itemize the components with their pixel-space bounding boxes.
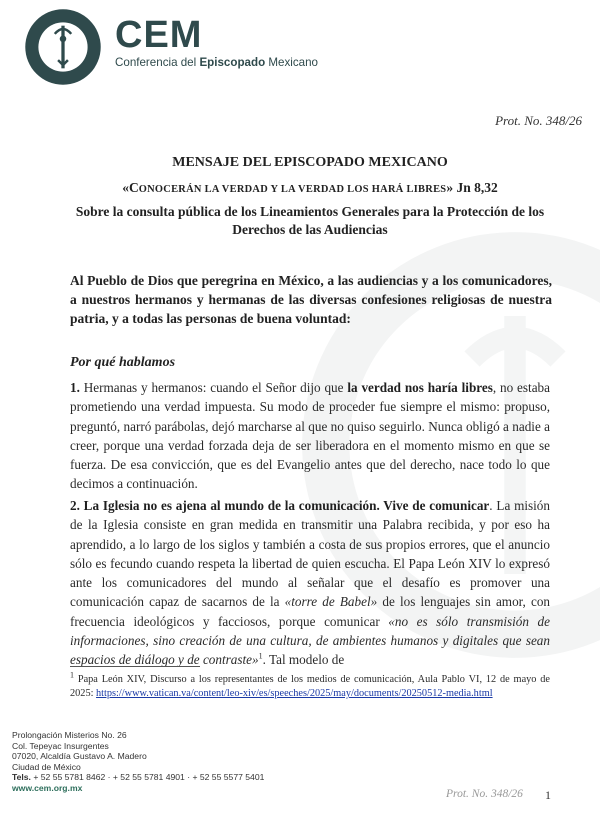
address-line: Ciudad de México: [12, 761, 81, 772]
title-block: [70, 155, 550, 239]
address-line: Prolongación Misterios No. 26: [12, 730, 127, 740]
quote-title: «CONOCERÁN LA VERDAD Y LA VERDAD LOS HARÁ LIBRES» Jn 8,32: [122, 180, 498, 195]
section-heading: Por qué hablamos: [70, 355, 176, 370]
address-paragraph: Al Pueblo de Dios que peregrina en México, a las audiencias y a los comunicadores, a nuestros hermanos y hermanas de las diversas confesiones religiosas de nuestra patria, y a todas las personas de buena voluntad:: [70, 273, 552, 326]
footnote-divider: [70, 666, 200, 667]
brand-name: CEM: [115, 14, 203, 56]
address-line: Col. Tepeyac Insurgentes: [12, 740, 109, 751]
brand-subtitle: Conferencia del Episcopado Mexicano: [115, 56, 318, 69]
phone-line: Tels. + 52 55 5781 8462 · + 52 55 5781 4901 · + 52 55 5577 5401: [12, 772, 265, 783]
footnote: $^1$ Papa León XIV, Discurso a los representantes de los medios de comunicación, Aula Pablo VI, 12 de mayo de 2025: https://www.vatican.va/content/leo-xiv/es/speeches/2025/may/documents/20250512-media.html: [70, 670, 550, 699]
protocol-number: Prot. No. 348/26: [495, 113, 582, 128]
contact-block: [12, 730, 264, 794]
footnote-marker[interactable]: 1: [258, 651, 263, 661]
page-number: 1: [545, 788, 551, 802]
document-title: MENSAJE DEL EPISCOPADO MEXICANO: [172, 155, 448, 170]
brand-block: [115, 16, 318, 69]
footer-protocol-number: Prot. No. 348/26: [446, 788, 523, 800]
address-line: 07020, Alcaldía Gustavo A. Madero: [12, 751, 147, 762]
paragraph-1: 1. Hermanas y hermanos: cuando el Señor dijo que la verdad nos haría libres, no estaba prometiendo una verdad impuesta. Su modo de proceder fue siempre el mismo: propuso, preguntó, narró parábolas, dejó marcharse al que no quiso seguirlo. Nunca obligó a nadie a creer, porque una verdad forzada deja de ser liberadora en el momento mismo en que se fuerza. De esa convicción, que es del Evangelio antes que del derecho, nace todo lo que decimos a continuación.: [70, 380, 551, 492]
footnote-link[interactable]: https://www.vatican.va/content/leo-xiv/es/speeches/2025/may/documents/20250512-media.html: [96, 688, 493, 699]
paragraph-2: 2. La Iglesia no es ajena al mundo de la comunicación. Vive de comunicar. La misión de la Iglesia consiste en gran medida en transmitir una Palabra recibida, y por eso ha aprendido, a lo largo de los siglos y también a costa de sus propios errores, que el anuncio sólo es fecundo cuando respeta la libertad de quien escucha. El Papa León XIV lo expresó ante los comunicadores del mundo al señalar que el desafío es promover una comunicación capaz de sacarnos de la «torre de Babel» de los lenguajes sin amor, con frecuencia ideológicos y facciosos, porque comunicar «no es sólo transmisión de informaciones, sino creación de una cultura, de ambientes humanos y digitales que sean espacios de diálogo y de contraste»$^1$. Tal modelo de: [70, 498, 551, 668]
website-link[interactable]: www.cem.org.mx: [12, 782, 83, 793]
cem-logo-icon: [22, 6, 104, 88]
document-subtitle: Sobre la consulta pública de los Lineamientos Generales para la Protección de los Derechos de las Audiencias: [75, 204, 545, 237]
